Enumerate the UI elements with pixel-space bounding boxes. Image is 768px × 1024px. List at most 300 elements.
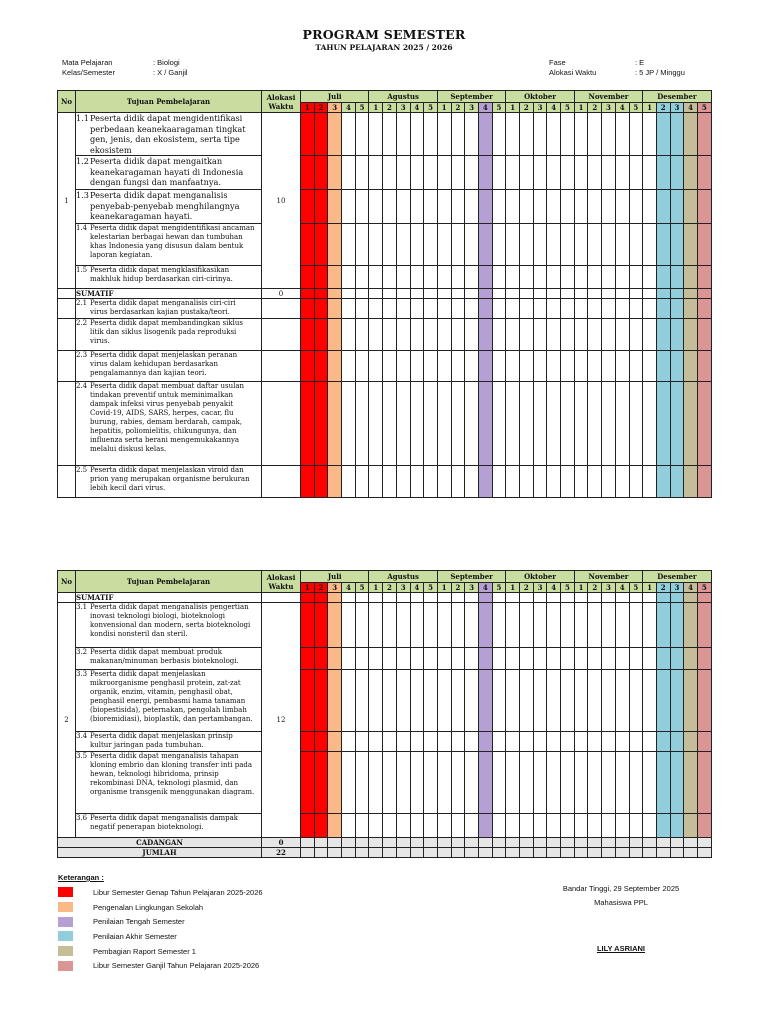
week-cell [478, 603, 492, 648]
week-cell [697, 224, 711, 266]
week-cell [547, 289, 561, 299]
tujuan-cell [76, 190, 262, 224]
week-cell [656, 351, 670, 382]
week-cell [355, 593, 369, 603]
week-cell [561, 593, 575, 603]
week-cell [684, 319, 698, 351]
week-cell [561, 838, 575, 848]
week-cell [383, 156, 397, 190]
week-cell [465, 319, 479, 351]
week-header: 4 [478, 103, 492, 113]
week-header: 2 [588, 583, 602, 593]
week-header: 5 [492, 103, 506, 113]
week-cell [492, 603, 506, 648]
week-cell [410, 603, 424, 648]
week-cell [301, 670, 315, 732]
week-cell [328, 190, 342, 224]
week-header: 5 [424, 103, 438, 113]
week-cell [574, 299, 588, 319]
week-cell [437, 266, 451, 289]
week-cell [328, 289, 342, 299]
week-cell [465, 814, 479, 838]
week-cell [355, 848, 369, 858]
week-cell [643, 670, 657, 732]
week-cell [396, 648, 410, 670]
week-cell [670, 382, 684, 466]
week-cell [506, 732, 520, 752]
week-cell [602, 224, 616, 266]
week-header: 4 [547, 583, 561, 593]
week-cell [588, 351, 602, 382]
month-header: Agustus [369, 91, 437, 103]
week-cell [574, 670, 588, 732]
week-header: 5 [561, 583, 575, 593]
week-cell [451, 848, 465, 858]
alokasi-empty [262, 351, 301, 382]
week-cell [369, 266, 383, 289]
week-header: 5 [355, 103, 369, 113]
week-cell [314, 593, 328, 603]
week-cell [643, 838, 657, 848]
week-cell [602, 299, 616, 319]
week-cell [656, 466, 670, 498]
week-cell [492, 190, 506, 224]
tujuan-number: 2.1 [76, 299, 88, 307]
week-cell [396, 848, 410, 858]
week-cell [465, 113, 479, 156]
week-cell [506, 299, 520, 319]
week-header: 3 [328, 103, 342, 113]
week-cell [602, 603, 616, 648]
week-cell [533, 648, 547, 670]
week-cell [684, 814, 698, 838]
week-cell [615, 319, 629, 351]
week-cell [396, 224, 410, 266]
week-cell [451, 289, 465, 299]
month-header: November [574, 571, 642, 583]
tujuan-text: Peserta didik dapat menjelaskan mikroorganisme penghasil protein, zat-zat organik, enzim, vitamin, penghasil obat, penghasil energi, pembasmi hama tanaman (biopestisida), peternakan, pengolah limbah (bioremidiasi), bioplastik, dan pertambangan. [90, 670, 253, 723]
legend-item [58, 929, 263, 944]
week-cell [574, 814, 588, 838]
week-cell [478, 113, 492, 156]
week-cell [629, 848, 643, 858]
week-cell [465, 382, 479, 466]
week-cell [697, 732, 711, 752]
week-cell [301, 319, 315, 351]
week-cell [492, 299, 506, 319]
week-cell [656, 382, 670, 466]
week-cell [547, 648, 561, 670]
week-cell [451, 752, 465, 814]
week-cell [396, 289, 410, 299]
week-cell [684, 648, 698, 670]
week-cell [314, 838, 328, 848]
tujuan-text: Peserta didik dapat mengidentifikasi perbedaan keanekaaragaman tingkat gen, jenis, dan ekosistem, serta tipe ekosistem [90, 113, 246, 155]
month-header: Oktober [506, 571, 574, 583]
week-cell [342, 603, 356, 648]
week-cell [588, 224, 602, 266]
week-cell [561, 814, 575, 838]
week-cell [547, 351, 561, 382]
week-cell [670, 670, 684, 732]
week-cell [410, 593, 424, 603]
tujuan-number: 2.4 [76, 382, 88, 390]
week-cell [492, 113, 506, 156]
week-cell [396, 351, 410, 382]
week-cell [561, 752, 575, 814]
week-header: 3 [670, 103, 684, 113]
week-cell [533, 838, 547, 848]
week-cell [342, 113, 356, 156]
week-cell [424, 299, 438, 319]
week-cell [424, 838, 438, 848]
week-cell [478, 752, 492, 814]
week-cell [383, 603, 397, 648]
week-cell [369, 351, 383, 382]
week-cell [465, 156, 479, 190]
row-number: 2 [58, 603, 76, 838]
week-cell [520, 838, 534, 848]
week-cell [465, 593, 479, 603]
week-cell [355, 466, 369, 498]
week-cell [328, 466, 342, 498]
week-cell [437, 838, 451, 848]
week-header: 1 [506, 103, 520, 113]
week-cell [629, 603, 643, 648]
week-cell [588, 603, 602, 648]
alokasi-label: Alokasi Waktu [549, 68, 597, 77]
week-cell [369, 382, 383, 466]
week-cell [588, 648, 602, 670]
week-header: 4 [410, 103, 424, 113]
month-header: September [437, 571, 505, 583]
month-header: Desember [643, 91, 711, 103]
tujuan-text: Peserta didik dapat menjelaskan peranan virus dalam kehidupan berdasarkan pengalamannya dan kajian teori. [90, 351, 238, 377]
week-cell [684, 190, 698, 224]
week-cell [520, 752, 534, 814]
week-header: 4 [615, 103, 629, 113]
alokasi-empty [262, 382, 301, 466]
week-cell [437, 113, 451, 156]
week-cell [602, 670, 616, 732]
week-cell [588, 319, 602, 351]
week-cell [656, 266, 670, 289]
week-cell [396, 190, 410, 224]
row-number-empty [58, 299, 76, 319]
week-cell [533, 190, 547, 224]
week-cell [383, 752, 397, 814]
tujuan-cell [76, 113, 262, 156]
week-cell [643, 351, 657, 382]
week-cell [561, 156, 575, 190]
week-cell [424, 593, 438, 603]
legend-label: Pengenalan Lingkungan Sekolah [93, 902, 204, 912]
week-cell [656, 838, 670, 848]
week-cell [355, 814, 369, 838]
legend-label: Libur Semester Genap Tahun Pelajaran 2025-2026 [93, 887, 263, 897]
week-cell [684, 289, 698, 299]
week-cell [670, 732, 684, 752]
signature-role: Mahasiswa PPL [594, 898, 648, 907]
week-header: 3 [533, 103, 547, 113]
week-cell [547, 603, 561, 648]
week-cell [424, 190, 438, 224]
week-cell [547, 593, 561, 603]
week-cell [369, 752, 383, 814]
week-cell [355, 603, 369, 648]
week-header: 3 [533, 583, 547, 593]
week-cell [547, 848, 561, 858]
month-header: Oktober [506, 91, 574, 103]
week-cell [629, 593, 643, 603]
week-cell [547, 266, 561, 289]
week-cell [615, 351, 629, 382]
week-cell [656, 190, 670, 224]
week-cell [520, 848, 534, 858]
week-cell [383, 648, 397, 670]
week-cell [561, 670, 575, 732]
week-cell [547, 382, 561, 466]
week-cell [629, 156, 643, 190]
week-cell [424, 382, 438, 466]
week-cell [437, 814, 451, 838]
week-cell [588, 113, 602, 156]
week-cell [383, 593, 397, 603]
week-cell [670, 113, 684, 156]
week-cell [602, 838, 616, 848]
tujuan-text: Peserta didik dapat menganalisis ciri-ciri virus berdasarkan kajian pustaka/teori. [90, 299, 236, 316]
week-cell [492, 351, 506, 382]
week-header: 2 [520, 583, 534, 593]
week-cell [506, 156, 520, 190]
week-cell [451, 593, 465, 603]
week-cell [506, 848, 520, 858]
week-cell [410, 351, 424, 382]
week-cell [396, 113, 410, 156]
week-cell [533, 266, 547, 289]
mapel-label: Mata Pelajaran [62, 58, 113, 67]
week-cell [615, 382, 629, 466]
week-cell [314, 289, 328, 299]
week-cell [697, 289, 711, 299]
week-cell [328, 752, 342, 814]
week-cell [588, 593, 602, 603]
week-cell [615, 752, 629, 814]
week-cell [656, 670, 670, 732]
week-cell [643, 814, 657, 838]
week-cell [328, 113, 342, 156]
week-cell [383, 382, 397, 466]
week-cell [369, 848, 383, 858]
tujuan-cell [76, 814, 262, 838]
week-cell [492, 266, 506, 289]
week-cell [424, 732, 438, 752]
legend-swatch [58, 946, 73, 956]
week-cell [656, 603, 670, 648]
signature-name: LILY ASRIANI [596, 944, 646, 953]
legend-swatch [58, 917, 73, 927]
week-cell [396, 299, 410, 319]
week-cell [574, 224, 588, 266]
week-cell [643, 382, 657, 466]
week-cell [574, 382, 588, 466]
week-cell [684, 299, 698, 319]
month-header: Desember [643, 571, 711, 583]
week-cell [588, 289, 602, 299]
week-cell [643, 224, 657, 266]
week-cell [629, 319, 643, 351]
week-cell [314, 266, 328, 289]
week-cell [697, 319, 711, 351]
week-cell [574, 603, 588, 648]
week-cell [328, 814, 342, 838]
week-cell [342, 466, 356, 498]
week-cell [615, 838, 629, 848]
kelas-value: : X / Ganjil [153, 68, 188, 77]
week-cell [451, 113, 465, 156]
week-cell [574, 289, 588, 299]
week-header: 3 [328, 583, 342, 593]
tujuan-text: Peserta didik dapat menganalisis penyebab-penyebab menghilangnya keanekaragaman hayati. [90, 190, 240, 221]
week-header: 2 [314, 583, 328, 593]
week-cell [561, 113, 575, 156]
week-cell [561, 848, 575, 858]
week-header: 1 [574, 583, 588, 593]
alokasi-value: 10 [262, 113, 301, 289]
week-header: 5 [492, 583, 506, 593]
week-cell [437, 351, 451, 382]
week-cell [410, 299, 424, 319]
tujuan-cell [76, 466, 262, 498]
week-cell [383, 466, 397, 498]
week-cell [355, 266, 369, 289]
week-cell [670, 752, 684, 814]
week-cell [451, 351, 465, 382]
week-cell [629, 732, 643, 752]
week-cell [643, 466, 657, 498]
week-cell [424, 351, 438, 382]
week-cell [506, 603, 520, 648]
week-cell [369, 319, 383, 351]
week-cell [697, 848, 711, 858]
legend-item [58, 900, 263, 915]
week-cell [697, 466, 711, 498]
sumatif-value: 0 [262, 289, 301, 299]
week-cell [410, 732, 424, 752]
week-cell [697, 838, 711, 848]
week-cell [697, 299, 711, 319]
week-cell [437, 752, 451, 814]
week-cell [369, 603, 383, 648]
week-cell [506, 319, 520, 351]
week-cell [561, 466, 575, 498]
week-cell [574, 113, 588, 156]
tujuan-cell [76, 670, 262, 732]
week-header: 2 [451, 583, 465, 593]
week-cell [656, 593, 670, 603]
week-cell [424, 670, 438, 732]
week-cell [533, 289, 547, 299]
week-cell [547, 838, 561, 848]
week-cell [506, 648, 520, 670]
fase-value: : E [635, 58, 645, 67]
week-cell [506, 752, 520, 814]
week-cell [643, 319, 657, 351]
tujuan-number: 1.5 [76, 266, 88, 274]
week-cell [492, 593, 506, 603]
week-cell [465, 190, 479, 224]
tujuan-cell [76, 351, 262, 382]
week-cell [328, 224, 342, 266]
week-cell [314, 156, 328, 190]
week-cell [520, 593, 534, 603]
week-cell [629, 266, 643, 289]
week-cell [629, 113, 643, 156]
week-header: 3 [602, 103, 616, 113]
week-cell [629, 838, 643, 848]
week-cell [342, 224, 356, 266]
week-cell [478, 670, 492, 732]
week-cell [437, 848, 451, 858]
week-cell [369, 113, 383, 156]
week-cell [355, 351, 369, 382]
week-cell [478, 382, 492, 466]
week-cell [547, 670, 561, 732]
week-cell [561, 319, 575, 351]
week-cell [314, 319, 328, 351]
header-alokasi-line2: Waktu [268, 581, 294, 591]
week-cell [602, 156, 616, 190]
week-cell [629, 814, 643, 838]
week-cell [656, 289, 670, 299]
week-cell [355, 289, 369, 299]
week-cell [383, 848, 397, 858]
cadangan-value: 0 [262, 838, 301, 848]
week-cell [574, 319, 588, 351]
week-cell [684, 466, 698, 498]
week-cell [684, 113, 698, 156]
week-cell [547, 752, 561, 814]
week-header: 4 [342, 103, 356, 113]
week-cell [670, 814, 684, 838]
week-cell [355, 838, 369, 848]
week-cell [520, 156, 534, 190]
week-cell [328, 266, 342, 289]
week-cell [670, 190, 684, 224]
week-cell [533, 113, 547, 156]
week-cell [369, 732, 383, 752]
week-cell [301, 838, 315, 848]
week-cell [355, 670, 369, 732]
row-number-empty [58, 289, 76, 299]
week-cell [492, 156, 506, 190]
week-cell [451, 603, 465, 648]
week-cell [697, 351, 711, 382]
week-cell [369, 838, 383, 848]
week-cell [520, 190, 534, 224]
week-cell [643, 113, 657, 156]
week-cell [410, 266, 424, 289]
tujuan-text: Peserta didik dapat menganalisis dampak negatif penerapan bioteknologi. [90, 814, 239, 831]
week-cell [615, 648, 629, 670]
week-cell [328, 648, 342, 670]
week-cell [396, 466, 410, 498]
week-cell [342, 814, 356, 838]
jumlah-value: 22 [262, 848, 301, 858]
week-cell [342, 289, 356, 299]
week-cell [383, 319, 397, 351]
week-cell [615, 603, 629, 648]
